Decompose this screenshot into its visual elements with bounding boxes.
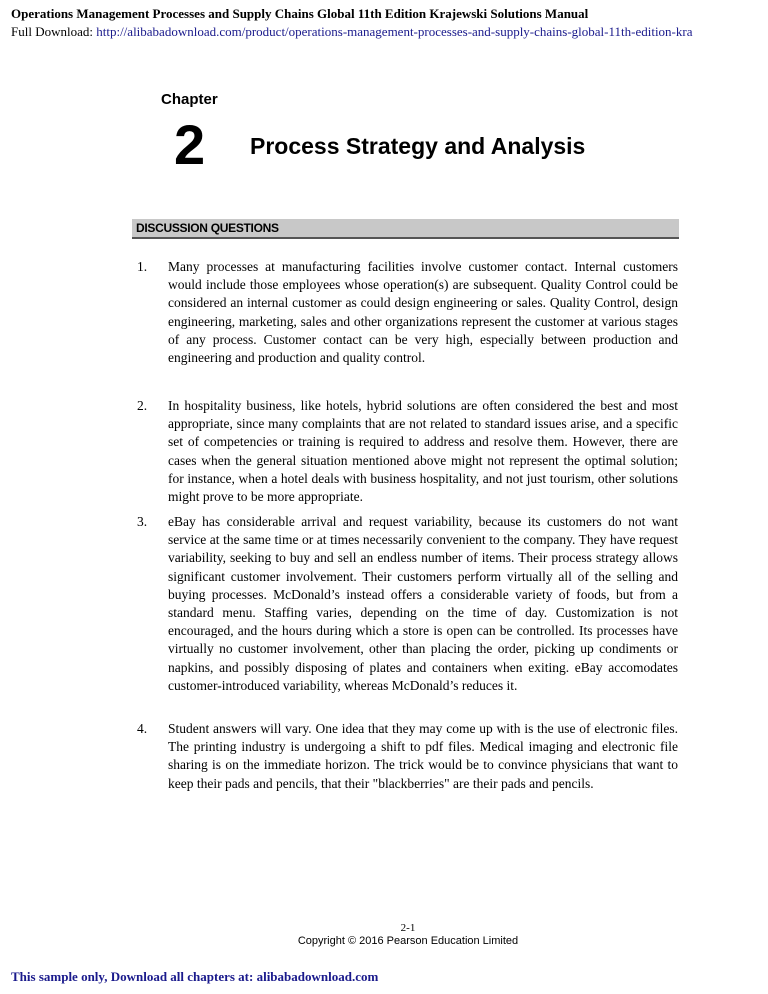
copyright-notice: Copyright © 2016 Pearson Education Limited <box>297 935 519 947</box>
question-answer-text: Many processes at manufacturing facilities involve customer contact. Internal customers would include those employees whose operation(s) are subsequent. Quality Control could be considered an internal customer as could design engineering or sales. Quality Control, design engineering, marketing, sales and other organizations represent the customer at various stages of any process. Customer contact can be very high, especially between production and engineering and production and quality control. <box>168 259 678 366</box>
section-heading-bar <box>132 219 679 239</box>
document-header-title: Operations Management Processes and Supply Chains Global 11th Edition Krajewski Solutions Manual <box>11 6 589 21</box>
download-line <box>11 24 768 40</box>
question-item <box>137 258 679 367</box>
question-item <box>137 397 679 506</box>
question-item <box>137 720 679 793</box>
question-item <box>137 513 679 695</box>
chapter-label: Chapter <box>161 91 218 108</box>
chapter-title: Process Strategy and Analysis <box>250 133 586 159</box>
question-answer-text: eBay has considerable arrival and request variability, because its customers do not want service at the same time or at times necessarily convenient to the company. They have request variability, seeking to buy and sell an endless number of items. Their process strategy allows significant customer involvement. Their customers perform virtually all of the selling and buying processes. McDonald’s instead offers a considerable variety of foods, but from a standard menu. Staffing varies, depending on the time of day. Customization is not encouraged, and the hours during which a store is open can be controlled. Its processes have virtually no customer involvement, other than placing the order, picking up condiments or napkins, and possibly disposing of plates and containers when exiting. eBay accomodates customer-introduced variability, whereas McDonald’s reduces it. <box>168 514 678 693</box>
question-number: 2. <box>137 398 148 413</box>
question-number: 4. <box>137 721 148 736</box>
page-number: 2-1 <box>400 922 416 934</box>
question-number: 3. <box>137 514 148 529</box>
question-number: 1. <box>137 259 148 274</box>
section-heading: DISCUSSION QUESTIONS <box>136 221 279 235</box>
question-answer-text: Student answers will vary. One idea that they may come up with is the use of electronic files. The printing industry is undergoing a shift to pdf files. Medical imaging and electronic file sharing is on the immediate horizon. The trick would be to convince physicians that want to keep their pads and pencils, that their "blackberries" are their pads and pencils. <box>168 721 678 791</box>
download-link[interactable]: http://alibabadownload.com/product/operations-management-processes-and-supply-chains-global-11th-edition-kra <box>96 24 693 39</box>
download-label: Full Download: <box>11 24 93 39</box>
chapter-number: 2 <box>174 113 206 176</box>
question-answer-text: In hospitality business, like hotels, hybrid solutions are often considered the best and most appropriate, since many complaints that are not related to standard issues arise, and a specific set of competencies or training is required to address and resolve them. However, there are cases when the general situation mentioned above might not represent the optimal solution; for instance, when a hotel deals with business hospitality, and not just tourism, other solutions might prove to be more appropriate. <box>168 398 678 505</box>
download-footer-link[interactable]: This sample only, Download all chapters at: alibabadownload.com <box>11 969 379 984</box>
